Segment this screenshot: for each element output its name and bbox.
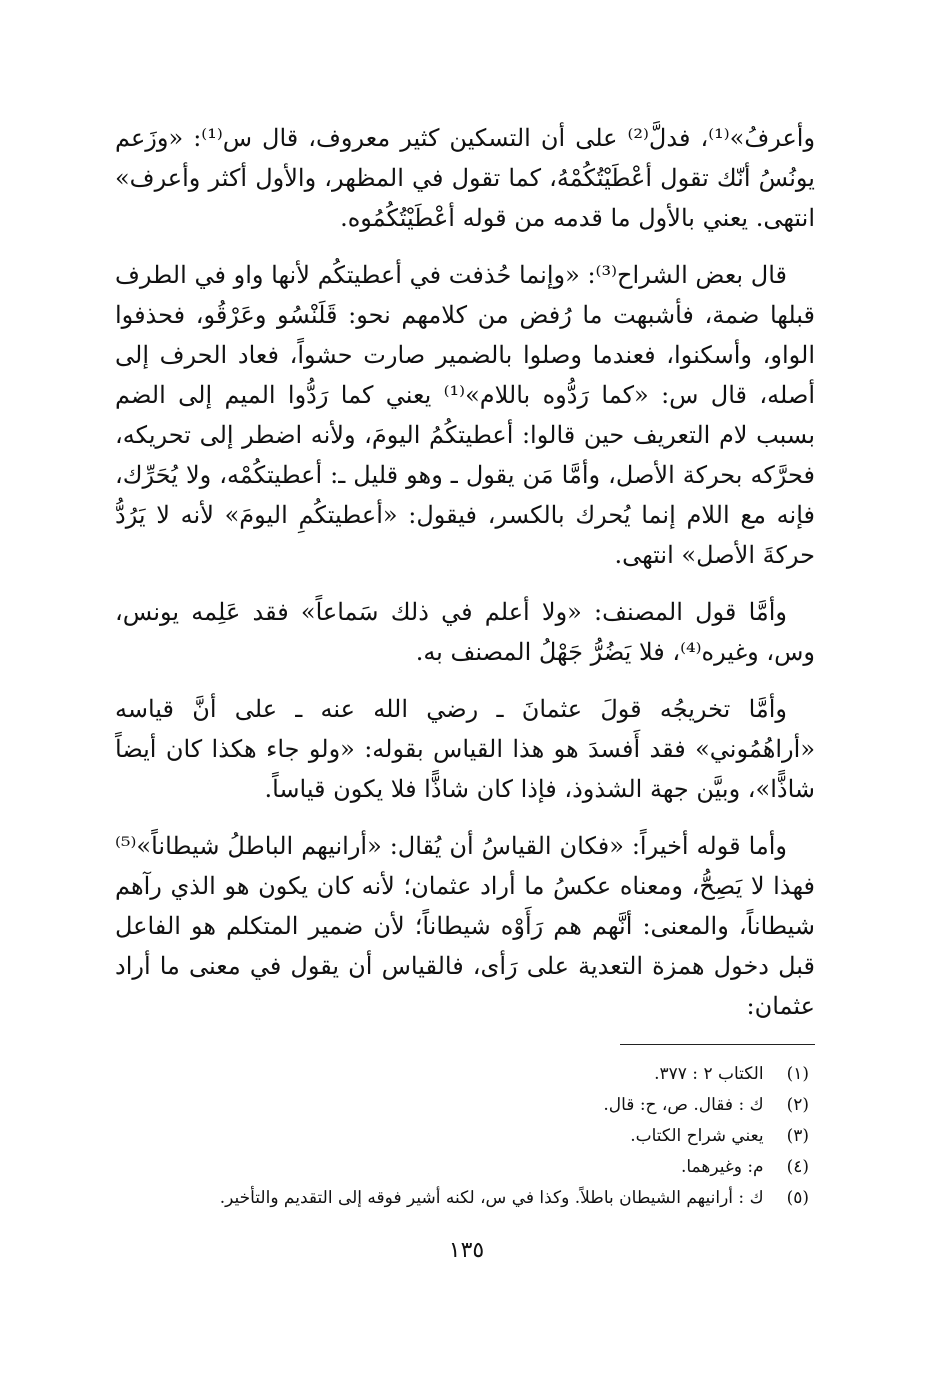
paragraph-5: وأما قوله أخيراً: «فكان القياسُ أن يُقال: «أرانيهم الباطلُ شيطاناً»⁽⁵⁾ فهذا لا يَصِحُّ، ومعناه عكسُ ما أراد عثمان؛ لأنه كان يكون هو الذي رآهم شيطاناً، والمعنى: أنَّهم هم رَأَوْه شيطاناً؛ لأن ضمير المتكلم هو الفاعل قبل دخول همزة التعدية على رَأى، فالقياس أن يقول في معنى ما أراد عثمان: (115, 832, 815, 1020)
footnote-5 (115, 1183, 809, 1214)
footnote-number: (٣) (786, 1126, 809, 1146)
footnote-text: ك : فقال. ص، ح: قال. (603, 1095, 764, 1115)
footnote-divider (620, 1044, 815, 1045)
footnote-number: (٥) (786, 1188, 809, 1208)
footnote-text: يعني شراح الكتاب. (630, 1126, 764, 1146)
page-number: ١٣٥ (448, 1238, 485, 1263)
footnote-text: ك : أرانيهم الشيطان باطلاً. وكذا في س، لكنه أشير فوقه إلى التقديم والتأخير. (219, 1188, 764, 1208)
footnote-1 (115, 1059, 809, 1090)
paragraph-2: قال بعض الشراح⁽³⁾: «وإنما حُذفت في أعطيتكُم لأنها واو في الطرف قبلها ضمة، فأشبهت ما رُفض من كلامهم نحو: قَلَنْسُو وعَرْقُو، فحذفوا الواو، وأسكنوا، فعندما وصلوا بالضمير صارت حشواً، فعاد الحرف إلى أصله، قال س: «كما رَدُّوه باللام»⁽¹⁾ يعني كما رَدُّوا الميم إلى الضم بسبب لام التعريف حين قالوا: أعطيتكُمُ اليومَ، ولأنه اضطر إلى تحريكه، فحرَّكه بحركة الأصل، وأمَّا مَن يقول ـ وهو قليل ـ: أعطيتكُمْه، ولا يُحَرِّك، فإنه مع اللام إنما يُحرك بالكسر، فيقول: «أعطيتكُمِ اليومَ» لأنه لا يَرُدُّ حركةَ الأصل» انتهى. (115, 261, 816, 569)
footnote-text: م: وغيرهما. (680, 1157, 764, 1177)
paragraph-4: وأمَّا تخريجُه قولَ عثمانَ ـ رضي الله عنه ـ على أنَّ قياسه «أراهُمُوني» فقد أَفسدَ هو هذا القياس بقوله: «ولو جاء هكذا كان أيضاً شاذًّا»، وبيَّن جهة الشذوذ، فإذا كان شاذًّا فلا يكون قياساً. (115, 695, 816, 803)
footnote-number: (٢) (786, 1095, 809, 1115)
footnote-text: الكتاب ٢ : ٣٧٧. (654, 1064, 764, 1084)
footnote-4 (115, 1152, 809, 1183)
main-text (115, 118, 815, 1026)
paragraph-3: وأمَّا قول المصنف: «ولا أعلم في ذلك سَماعاً» فقد عَلِمه يونس، وس، وغيره⁽⁴⁾، فلا يَضُرُّ جَهْلُ المصنف به. (115, 598, 815, 666)
footnote-number: (١) (786, 1064, 809, 1084)
paragraph-1: وأعرفُ»⁽¹⁾، فدلَّ⁽²⁾ على أن التسكين كثير معروف، قال س⁽¹⁾: «وزَعم يونُسُ أنّك تقول أعْطَيْتُكُمْهُ، كما تقول في المظهر، والأول أكثر وأعرف» انتهى. يعني بالأول ما قدمه من قوله أعْطَيْتُكُمُوه. (115, 124, 816, 232)
page-body (115, 118, 815, 1214)
footnote-2 (115, 1090, 809, 1121)
footnotes (115, 1059, 815, 1214)
footnote-3 (115, 1121, 809, 1152)
footnote-number: (٤) (786, 1157, 809, 1177)
